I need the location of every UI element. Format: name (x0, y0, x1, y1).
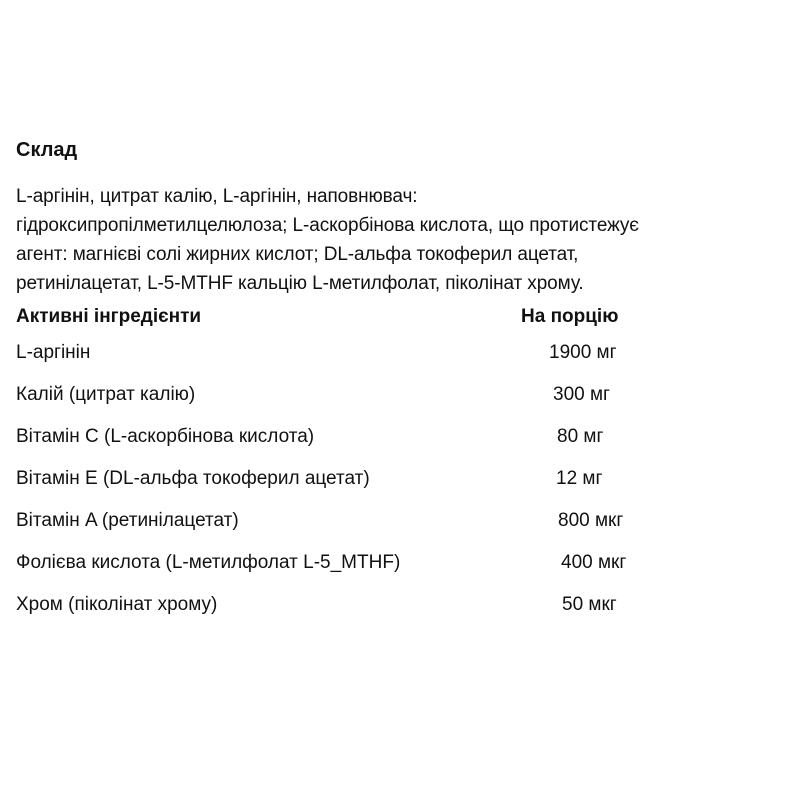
ingredient-amount: 400 мкг (561, 552, 627, 573)
ingredient-amount: 1900 мг (549, 342, 617, 363)
header-active-ingredients: Активні інгредієнти (16, 306, 202, 327)
ingredient-name: Хром (піколінат хрому) (16, 594, 218, 615)
table-row (16, 342, 791, 384)
supplement-facts-document (16, 138, 791, 636)
ingredient-amount: 12 мг (556, 468, 603, 489)
table-row (16, 384, 791, 426)
table-row (16, 552, 791, 594)
table-row (16, 468, 791, 510)
table-row (16, 510, 791, 552)
ingredient-name: Фолієва кислота (L-метилфолат L-5_MTHF) (16, 552, 401, 573)
ingredient-amount: 300 мг (553, 384, 610, 405)
ingredient-name: Калій (цитрат калію) (16, 384, 196, 405)
header-per-serving: На порцію (521, 306, 619, 327)
ingredient-name: Вітамін E (DL-альфа токоферил ацетат) (16, 468, 370, 489)
ingredient-amount: 50 мкг (562, 594, 617, 615)
ingredient-amount: 80 мг (557, 426, 604, 447)
table-row (16, 426, 791, 468)
composition-text: L-аргінін, цитрат калію, L-аргінін, наповнювач: гідроксипропілметилцелюлоза; L-аскорбінова кислота, що протистежує агент: магнієві солі жирних кислот; DL-альфа токоферил ацетат, ретинілацетат, L-5-MTHF кальцію L-метилфолат, піколінат хрому. (16, 186, 639, 294)
ingredient-name: L-аргінін (16, 342, 91, 363)
composition-title: Склад (16, 139, 78, 161)
ingredient-name: Вітамін C (L-аскорбінова кислота) (16, 426, 315, 447)
ingredient-name: Вітамін A (ретинілацетат) (16, 510, 239, 531)
ingredient-amount: 800 мкг (558, 510, 624, 531)
ingredients-table-header (16, 306, 791, 342)
table-row (16, 594, 791, 636)
